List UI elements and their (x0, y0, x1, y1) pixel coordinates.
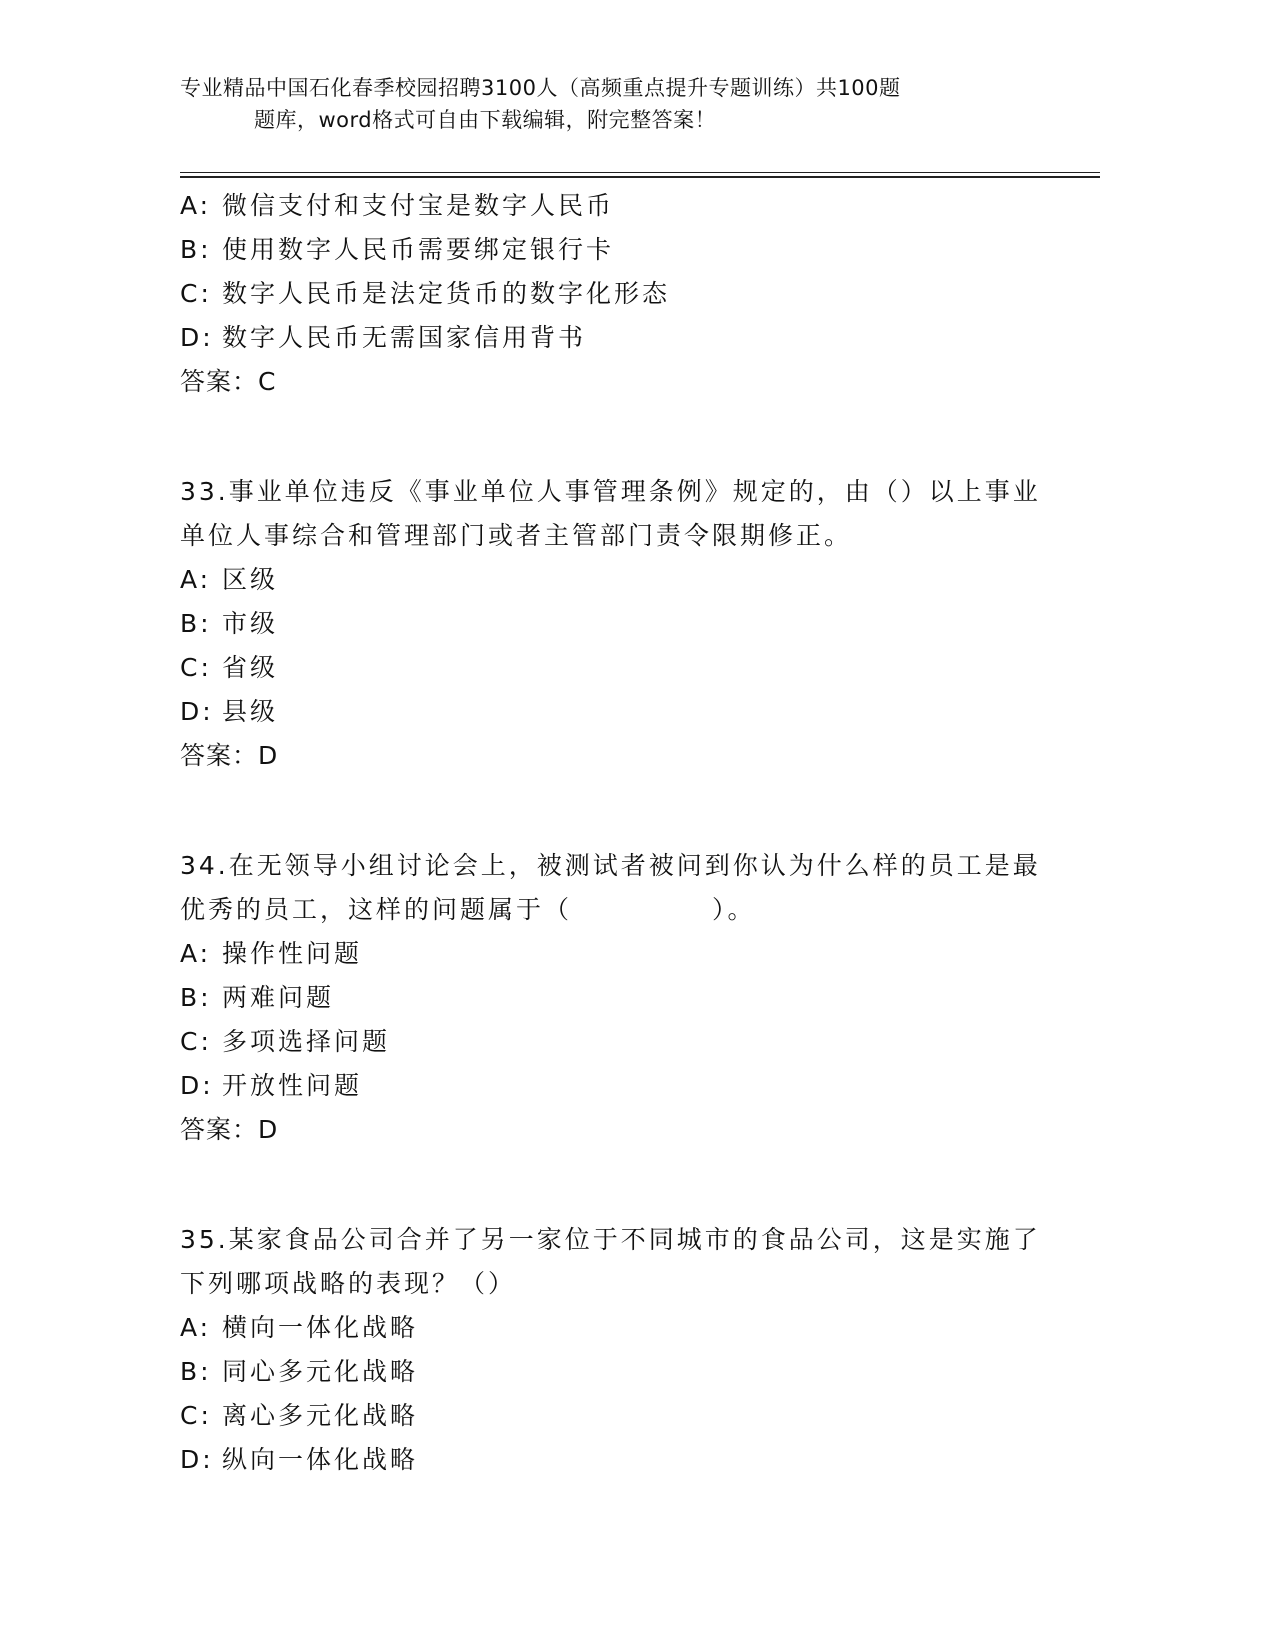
option-c (180, 272, 1040, 316)
option-text: 数字人民币是法定货币的数字化形态 (222, 279, 671, 308)
question-block-32 (180, 184, 1040, 404)
header-divider-thin (180, 172, 1100, 173)
option-text: 市级 (222, 609, 279, 638)
option-key: B: (180, 235, 212, 264)
option-text: 操作性问题 (222, 939, 363, 968)
question-list (180, 184, 1040, 1482)
option-text: 开放性问题 (222, 1071, 363, 1100)
option-key: A: (180, 939, 212, 968)
option-c (180, 1394, 1040, 1438)
question-stem-line: 33.事业单位违反《事业单位人事管理条例》规定的，由（）以上事业 (180, 477, 1041, 506)
option-c (180, 1020, 1040, 1064)
option-key: A: (180, 1313, 212, 1342)
option-key: A: (180, 191, 212, 220)
option-key: B: (180, 1357, 212, 1386)
option-text: 县级 (222, 697, 279, 726)
option-key: C: (180, 279, 212, 308)
option-text: 区级 (222, 565, 279, 594)
question-stem-line: 35.某家食品公司合并了另一家位于不同城市的食品公司，这是实施了 (180, 1225, 1041, 1254)
option-key: B: (180, 983, 212, 1012)
option-d (180, 1438, 1040, 1482)
document-header (180, 72, 1040, 136)
option-b (180, 976, 1040, 1020)
option-a (180, 184, 1040, 228)
option-text: 横向一体化战略 (222, 1313, 419, 1342)
option-a (180, 1306, 1040, 1350)
option-text: 纵向一体化战略 (222, 1445, 419, 1474)
answer-line: 答案：D (180, 1115, 279, 1144)
question-stem-line: 34.在无领导小组讨论会上，被测试者被问到你认为什么样的员工是最 (180, 851, 1041, 880)
option-d (180, 1064, 1040, 1108)
question-block-33 (180, 470, 1040, 778)
question-stem-line: 单位人事综合和管理部门或者主管部门责令限期修正。 (180, 521, 853, 550)
option-text: 两难问题 (222, 983, 335, 1012)
header-title-line2: 题库，word格式可自由下载编辑，附完整答案！ (254, 108, 717, 132)
option-text: 同心多元化战略 (222, 1357, 419, 1386)
question-block-34 (180, 844, 1040, 1152)
option-text: 省级 (222, 653, 279, 682)
option-key: C: (180, 653, 212, 682)
answer-line: 答案：D (180, 741, 279, 770)
option-b (180, 602, 1040, 646)
option-key: D: (180, 323, 214, 352)
option-a (180, 558, 1040, 602)
option-text: 离心多元化战略 (222, 1401, 419, 1430)
option-c (180, 646, 1040, 690)
option-text: 使用数字人民币需要绑定银行卡 (222, 235, 615, 264)
question-stem-line: 优秀的员工，这样的问题属于（ ）。 (180, 895, 756, 924)
question-block-35 (180, 1218, 1040, 1482)
option-text: 数字人民币无需国家信用背书 (222, 323, 587, 352)
option-key: C: (180, 1027, 212, 1056)
option-key: D: (180, 1071, 214, 1100)
option-text: 多项选择问题 (222, 1027, 391, 1056)
answer-line: 答案：C (180, 367, 277, 396)
option-key: B: (180, 609, 212, 638)
option-b (180, 228, 1040, 272)
option-text: 微信支付和支付宝是数字人民币 (222, 191, 615, 220)
option-key: A: (180, 565, 212, 594)
option-d (180, 316, 1040, 360)
option-d (180, 690, 1040, 734)
question-stem-line: 下列哪项战略的表现？（） (180, 1269, 517, 1298)
option-b (180, 1350, 1040, 1394)
option-key: C: (180, 1401, 212, 1430)
header-divider-thick (180, 176, 1100, 178)
header-title-line1: 专业精品中国石化春季校园招聘3100人（高频重点提升专题训练）共100题 (180, 76, 901, 100)
option-key: D: (180, 1445, 214, 1474)
option-a (180, 932, 1040, 976)
option-key: D: (180, 697, 214, 726)
